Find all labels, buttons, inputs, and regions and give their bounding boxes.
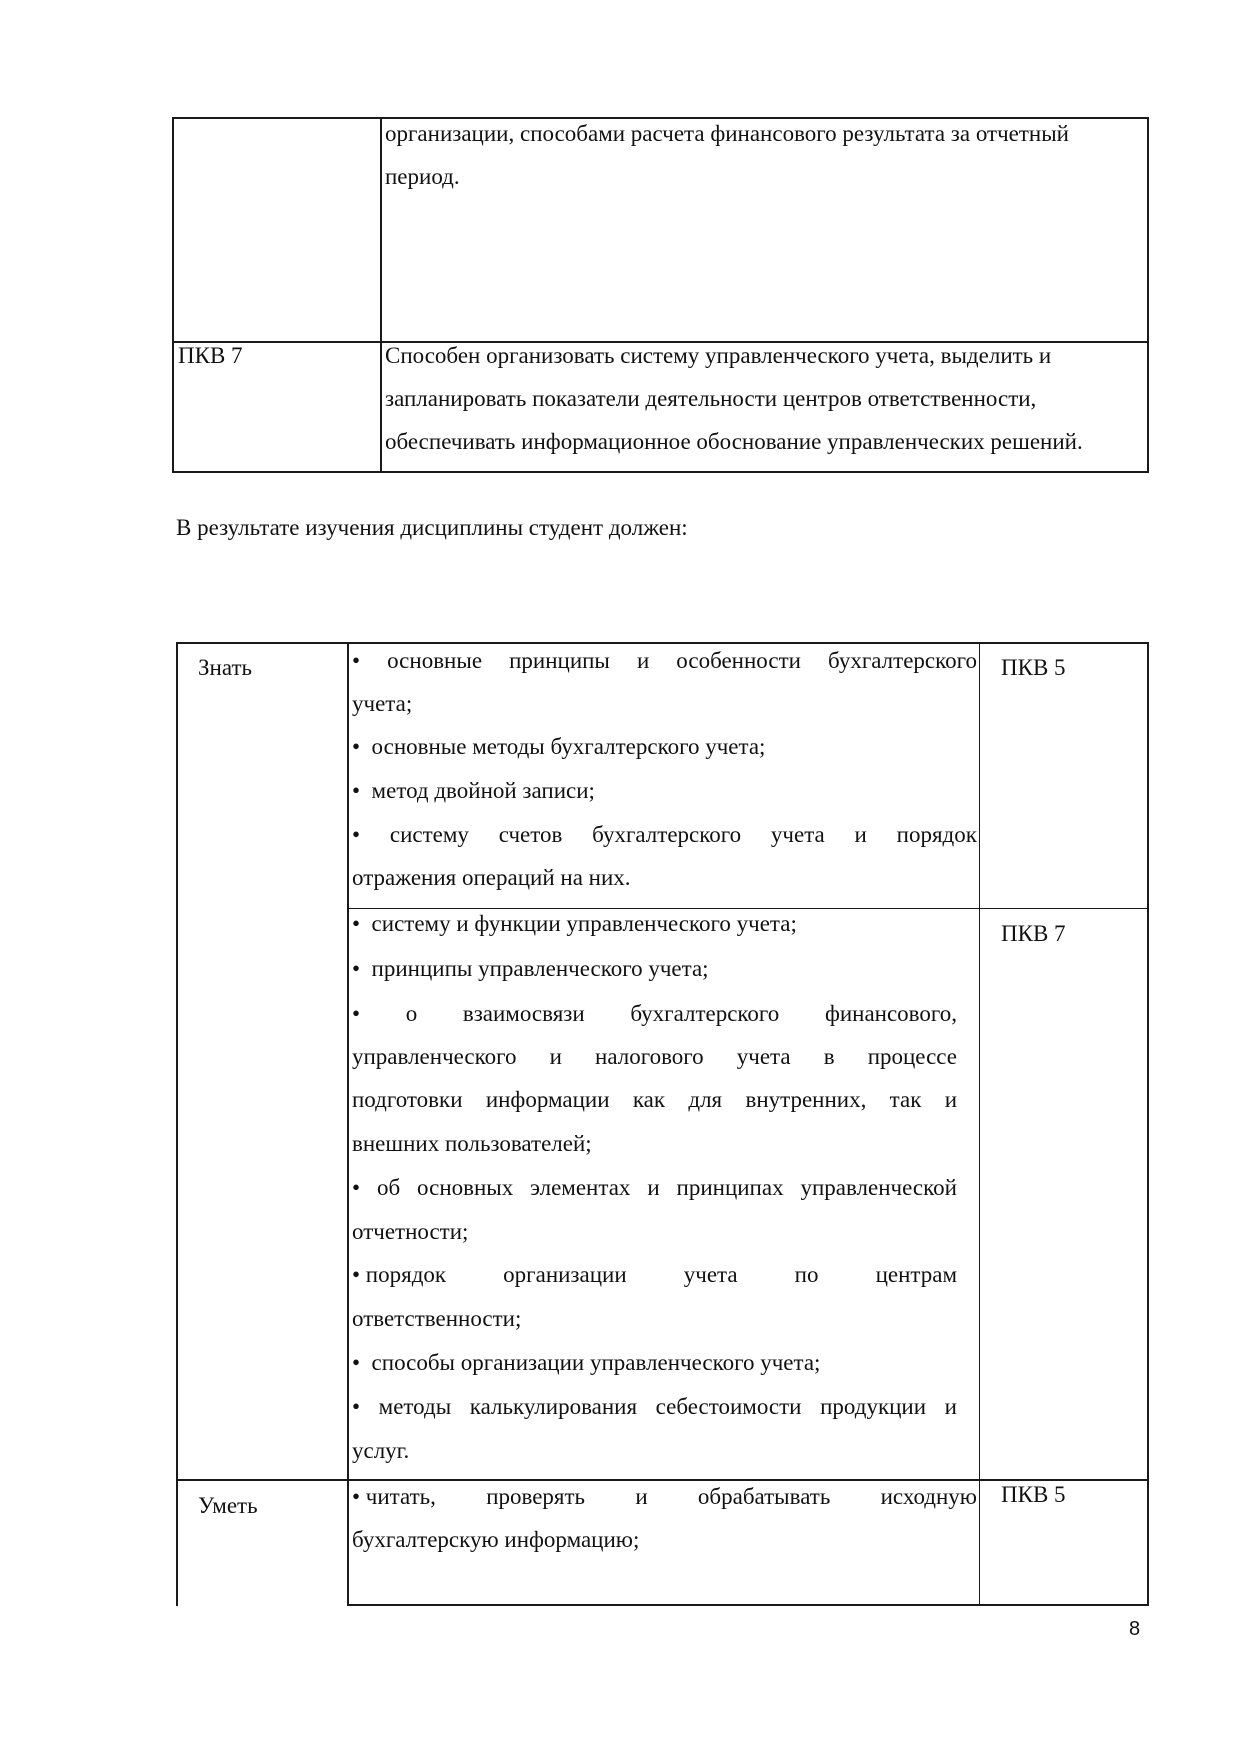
znat-block1-b4-line1: • систему счетов бухгалтерского учета и порядок xyxy=(352,822,977,847)
znat-block2-b4-line2: отчетности; xyxy=(352,1219,469,1244)
znat-block2-b5-line2: ответственности; xyxy=(352,1306,522,1331)
umet-block1-code: ПКВ 5 xyxy=(1001,1482,1066,1507)
intro-text: В результате изучения дисциплины студент должен: xyxy=(176,515,688,540)
table1-row2-line1: Способен организовать систему управленческого учета, выделить и xyxy=(385,343,1052,368)
znat-block2-b6: • способы организации управленческого учета; xyxy=(352,1350,821,1375)
table1-row2-code: ПКВ 7 xyxy=(178,343,243,368)
znat-block1-b3: • метод двойной записи; xyxy=(352,778,595,803)
table2-border-divider2 xyxy=(979,642,980,1606)
znat-block1-b2: • основные методы бухгалтерского учета; xyxy=(352,734,766,759)
table2-border-right xyxy=(1147,642,1149,1606)
page-number: 8 xyxy=(1129,1618,1141,1640)
znat-block2-b4-line1: • об основных элементах и принципах управленческой xyxy=(352,1175,957,1200)
znat-block2-b5-line1: • порядок организации учета по центрам xyxy=(352,1262,957,1287)
table1-row2-line3: обеспечивать информационное обоснование управленческих решений. xyxy=(385,429,1083,454)
table2-border-left xyxy=(176,642,178,1606)
table1-border-divider xyxy=(380,117,382,473)
znat-block2-b7-line2: услуг. xyxy=(352,1438,410,1463)
znat-block2-b2: • принципы управленческого учета; xyxy=(352,956,709,981)
znat-label: Знать xyxy=(198,655,252,680)
table1-row2-line2: запланировать показатели деятельности центров ответственности, xyxy=(385,386,1037,411)
table2-border-divider1 xyxy=(347,642,349,1606)
znat-block1-b1-line1: • основные принципы и особенности бухгалтерского xyxy=(352,648,977,673)
umet-block1-b1-line1: • читать, проверять и обрабатывать исходную xyxy=(352,1484,977,1509)
znat-block1-b4-line2: отражения операций на них. xyxy=(352,865,631,890)
znat-block2-b3-line4: внешних пользователей; xyxy=(352,1131,592,1156)
umet-label: Уметь xyxy=(198,1493,258,1518)
table1-row1-line2: период. xyxy=(385,164,460,189)
znat-block1-code: ПКВ 5 xyxy=(1001,655,1066,680)
znat-block2-b3-line1: • о взаимосвязи бухгалтерского финансового, xyxy=(352,1001,957,1026)
znat-block2-b3-line3: подготовки информации как для внутренних, так и xyxy=(352,1087,957,1112)
table1-row1-line1: организации, способами расчета финансового результата за отчетный xyxy=(385,121,1069,146)
znat-block2-b7-line1: • методы калькулирования себестоимости продукции и xyxy=(352,1394,957,1419)
table2-border-bottom xyxy=(347,1604,1149,1606)
umet-block1-b1-line2: бухгалтерскую информацию; xyxy=(352,1527,640,1552)
table1-border-bottom xyxy=(172,471,1149,473)
znat-block2-b3-line2: управленческого и налогового учета в процессе xyxy=(352,1044,957,1069)
table1-border-right xyxy=(1147,117,1149,473)
table1-border-left xyxy=(172,117,174,473)
znat-block2-code: ПКВ 7 xyxy=(1001,921,1066,946)
znat-block2-b1: • систему и функции управленческого учета; xyxy=(352,911,797,936)
znat-block1-b1-line2: учета; xyxy=(352,691,413,716)
